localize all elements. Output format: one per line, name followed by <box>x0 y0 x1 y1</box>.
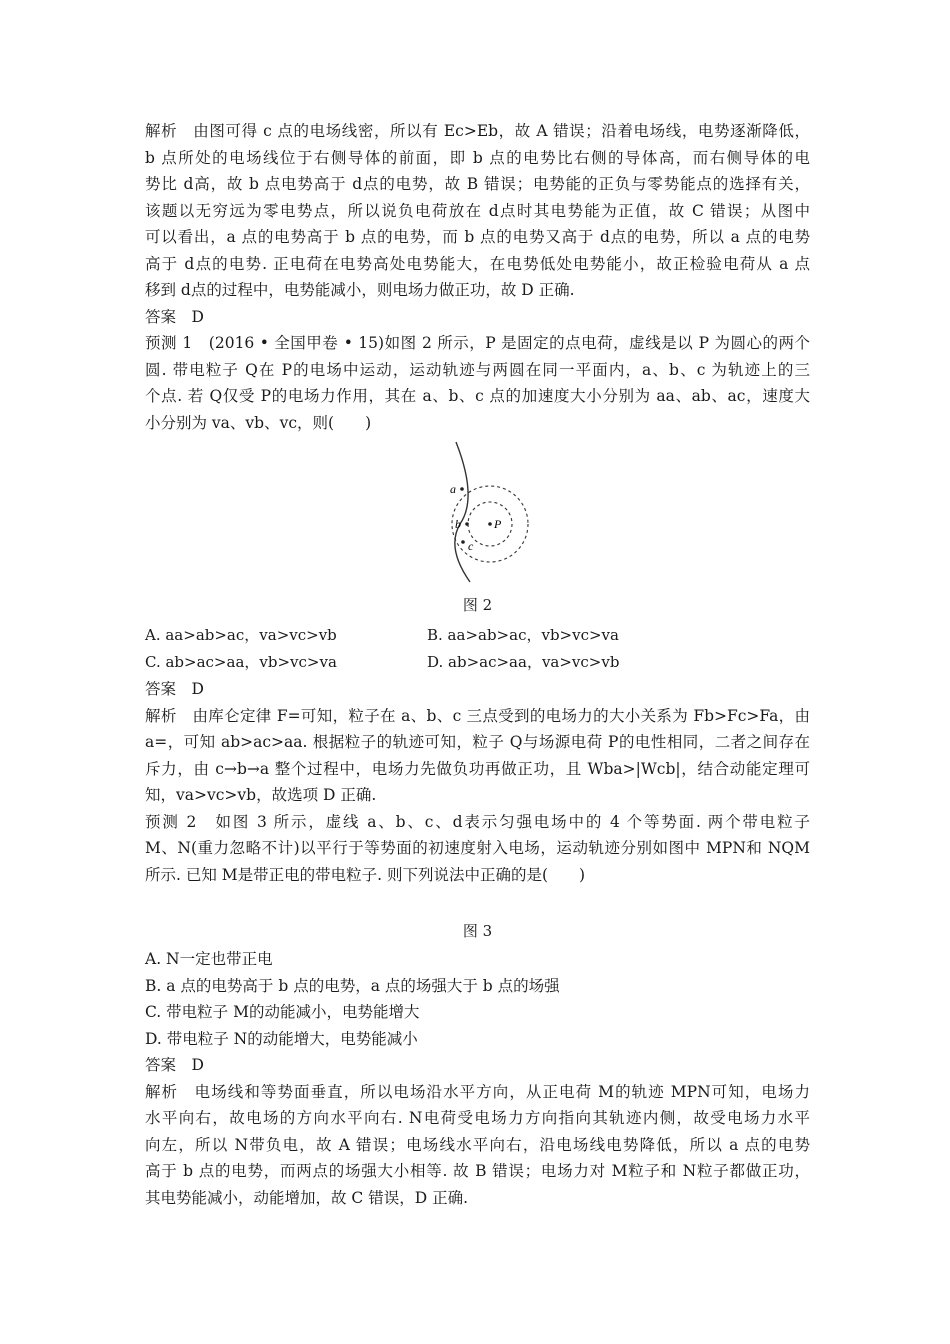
answer-3: 答案 D <box>145 1056 204 1074</box>
figure-3-placeholder <box>145 888 810 918</box>
point-P <box>488 522 492 526</box>
label-P: P <box>493 517 501 531</box>
text-line: 个点. 若 Q仅受 P的电场力作用，其在 a、b、c 点的加速度大小分别为 aa、ab、ac，速度大 <box>145 387 810 405</box>
option-b: B. aa>ab>ac，vb>vc>va <box>427 626 619 644</box>
point-b <box>465 522 469 526</box>
document-page <box>145 118 810 1211</box>
option-a: A. N一定也带正电 <box>145 950 273 968</box>
text-line: 移到 d点的过程中，电势能减小，则电场力做正功，故 D 正确. <box>145 281 575 299</box>
analysis-3 <box>145 1079 810 1212</box>
option-c: C. 带电粒子 M的动能减小，电势能增大 <box>145 1003 420 1021</box>
text-line: 所示. 已知 M是带正电的带电粒子. 则下列说法中正确的是( ) <box>145 865 586 884</box>
text-line: b 点所处的电场线位于右侧导体的前面，即 b 点的电势比右侧的导体高，而右侧导体的电 <box>145 148 810 167</box>
text-line: 解析 由图可得 c 点的电场线密，所以有 Ec>Eb，故 A 错误；沿着电场线，电势逐渐降低， <box>145 122 810 140</box>
answer-2: 答案 D <box>145 680 204 698</box>
text-line: M、N(重力忽略不计)以平行于等势面的初速度射入电场，运动轨迹分别如图中 MPN和 NQM <box>145 839 810 857</box>
option-d: D. 带电粒子 N的动能增大，电势能减小 <box>145 1029 418 1048</box>
options-2 <box>145 622 810 676</box>
text-line: a=，可知 ab>ac>aa. 根据粒子的轨迹可知，粒子 Q与场源电荷 P的电性相同，二者之间存在 <box>145 733 810 751</box>
text-line: 预测 1 (2016 • 全国甲卷 • 15)如图 2 所示，P 是固定的点电荷，虚线是以 P 为圆心的两个 <box>145 334 810 352</box>
text-line: 水平向右，故电场的方向水平向右. N电荷受电场力方向指向其轨迹内侧，故受电场力水平 <box>145 1109 810 1127</box>
figure-2-caption: 图 2 <box>462 596 493 614</box>
question-2 <box>145 330 810 436</box>
answer-1: 答案 D <box>145 307 204 326</box>
trajectory-curve <box>454 442 469 582</box>
figure-2 <box>145 438 810 586</box>
text-line: 小分别为 va、vb、vc，则( ) <box>145 413 372 432</box>
options-3 <box>145 946 810 1052</box>
analysis-2 <box>145 703 810 809</box>
text-line: 其电势能减小，动能增加，故 C 错误，D 正确. <box>145 1188 468 1207</box>
text-line: 预测 2 如图 3 所示，虚线 a、b、c、d表示匀强电场中的 4 个等势面. 两个带电粒子 <box>145 812 810 831</box>
figure-3-caption: 图 3 <box>462 922 493 940</box>
text-line: 知，va>vc>vb，故选项 D 正确. <box>145 786 377 804</box>
text-line: 高于 d点的电势. 正电荷在电势高处电势能大，在电势低处电势能小，故正检验电荷从 a 点 <box>145 254 810 273</box>
text-line: 该题以无穷远为零电势点，所以说负电荷放在 d点时其电势能为正值，故 C 错误；从图中 <box>145 201 810 220</box>
label-c: c <box>467 539 473 553</box>
analysis-1 <box>145 118 810 304</box>
option-c: C. ab>ac>aa，vb>vc>va <box>145 653 337 671</box>
figure-2-diagram <box>408 438 548 586</box>
label-b: b <box>454 517 461 531</box>
option-b: B. a 点的电势高于 b 点的电势，a 点的场强大于 b 点的场强 <box>145 976 560 995</box>
text-line: 高于 b 点的电势，而两点的场强大小相等. 故 B 错误；电场力对 M粒子和 N粒子都做正功， <box>145 1162 810 1180</box>
option-a: A. aa>ab>ac，va>vc>vb <box>145 626 337 644</box>
text-line: 势比 d高，故 b 点电势高于 d点的电势，故 B 错误；电势能的正负与零势能点的选择有关， <box>145 175 810 193</box>
text-line: 可以看出，a 点的电势高于 b 点的电势，而 b 点的电势又高于 d点的电势，所以 a 点的电势 <box>145 228 810 246</box>
point-a <box>460 487 464 491</box>
point-c <box>461 540 465 544</box>
question-3 <box>145 809 810 889</box>
text-line: 向左，所以 N带负电，故 A 错误；电场线水平向右，沿电场线电势降低，所以 a 点的电势 <box>145 1135 810 1154</box>
text-line: 解析 由库仑定律 F=可知，粒子在 a、b、c 三点受到的电场力的大小关系为 Fb>Fc>Fa，由 <box>145 706 810 725</box>
label-a: a <box>449 482 456 496</box>
option-d: D. ab>ac>aa，va>vc>vb <box>427 653 620 671</box>
text-line: 斥力，由 c→b→a 整个过程中，电场力先做负功再做正功，且 Wba>|Wcb|，结合动能定理可 <box>145 759 810 778</box>
text-line: 解析 电场线和等势面垂直，所以电场沿水平方向，从正电荷 M的轨迹 MPN可知，电场力 <box>145 1082 810 1101</box>
text-line: 圆. 带电粒子 Q在 P的电场中运动，运动轨迹与两圆在同一平面内，a、b、c 为轨迹上的三 <box>145 360 810 379</box>
